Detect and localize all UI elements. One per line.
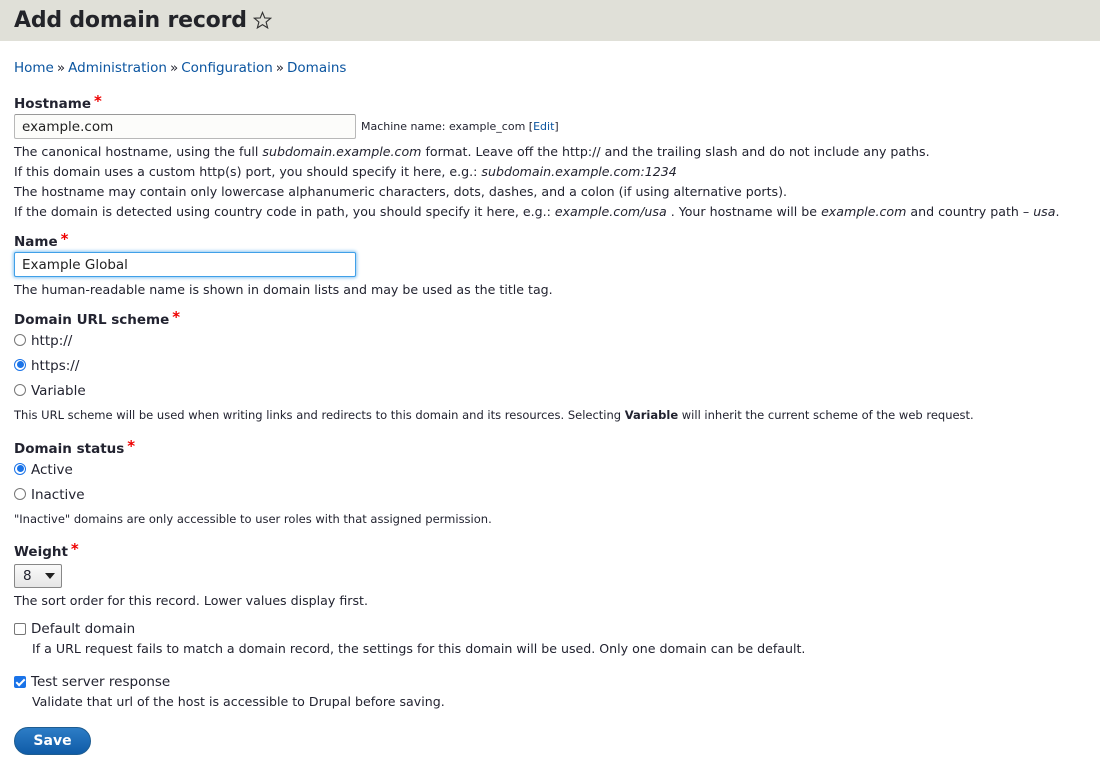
breadcrumb-separator: » <box>169 60 179 76</box>
domain-status-description: "Inactive" domains are only accessible to user roles with that assigned permission. <box>14 512 492 526</box>
url-scheme-label: Domain URL scheme * <box>14 308 181 328</box>
weight-selected-value: 8 <box>23 568 32 584</box>
radio-button[interactable] <box>14 384 26 396</box>
default-domain-label: Default domain <box>31 621 136 637</box>
star-icon[interactable] <box>253 11 272 30</box>
breadcrumb-administration-link[interactable]: Administration <box>68 60 167 76</box>
status-option-inactive[interactable]: Inactive <box>14 482 1094 507</box>
breadcrumb-separator: » <box>56 60 66 76</box>
required-marker: * <box>172 308 181 326</box>
radio-button[interactable] <box>14 359 26 371</box>
hostname-description: The canonical hostname, using the full subdomain.example.com format. Leave off the http:// and the trailing slash and do not include any paths. If this domain uses a custom http(s) port, you should specify it here, e.g.: subdomain.example.com:1234 The hostname may contain only lowercase alphanumeric characters, dots, dashes, and a colon (if using alternative ports). If the domain is detected using country code in path, you should specify it here, e.g.: example.com/usa . Your hostname will be example.com and country path – usa. <box>14 144 1060 219</box>
name-field <box>14 232 553 300</box>
default-domain-checkbox-row[interactable] <box>14 620 1094 638</box>
default-domain-checkbox[interactable] <box>14 623 26 635</box>
test-response-label: Test server response <box>31 674 171 690</box>
scheme-option-variable[interactable]: Variable <box>14 378 1094 403</box>
hostname-label: Hostname * <box>14 92 102 112</box>
weight-field <box>14 542 368 611</box>
domain-status-label: Domain status * <box>14 437 136 457</box>
page-title: Add domain record <box>14 8 247 33</box>
url-scheme-field <box>14 310 1094 424</box>
save-button[interactable]: Save <box>14 727 91 755</box>
page-header <box>0 0 1100 41</box>
weight-description: The sort order for this record. Lower values display first. <box>14 593 368 608</box>
default-domain-field <box>14 620 1094 656</box>
required-marker: * <box>127 437 136 455</box>
default-domain-description: If a URL request fails to match a domain record, the settings for this domain will be used. Only one domain can be default. <box>32 641 806 656</box>
required-marker: * <box>70 540 79 558</box>
required-marker: * <box>94 92 102 110</box>
hostname-input[interactable] <box>14 114 356 139</box>
breadcrumb-configuration-link[interactable]: Configuration <box>181 60 273 76</box>
url-scheme-description: This URL scheme will be used when writing links and redirects to this domain and its resources. Selecting Variable will inherit the current scheme of the web request. <box>14 408 974 422</box>
radio-button[interactable] <box>14 488 26 500</box>
radio-button[interactable] <box>14 334 26 346</box>
breadcrumb-separator: » <box>275 60 285 76</box>
weight-select[interactable] <box>14 564 62 588</box>
test-response-checkbox-row[interactable] <box>14 673 1094 691</box>
domain-status-field <box>14 439 1094 528</box>
breadcrumb-domains-link[interactable]: Domains <box>287 60 347 76</box>
machine-name: Machine name: example_com [Edit] <box>361 120 559 133</box>
hostname-field <box>14 94 1094 222</box>
breadcrumb-home-link[interactable]: Home <box>14 60 54 76</box>
test-response-field <box>14 673 1094 709</box>
required-marker: * <box>60 230 69 248</box>
name-input[interactable] <box>14 252 356 277</box>
breadcrumb <box>0 60 1100 76</box>
chevron-down-icon <box>45 573 55 579</box>
scheme-option-http[interactable]: http:// <box>14 328 1094 353</box>
name-label: Name * <box>14 230 69 250</box>
machine-name-edit-link[interactable]: Edit <box>533 120 555 133</box>
status-option-active[interactable]: Active <box>14 457 1094 482</box>
weight-label: Weight * <box>14 540 79 560</box>
scheme-option-https[interactable]: https:// <box>14 353 1094 378</box>
name-description: The human-readable name is shown in domain lists and may be used as the title tag. <box>14 282 553 297</box>
test-response-description: Validate that url of the host is accessible to Drupal before saving. <box>32 694 445 709</box>
test-response-checkbox[interactable] <box>14 676 26 688</box>
radio-button[interactable] <box>14 463 26 475</box>
